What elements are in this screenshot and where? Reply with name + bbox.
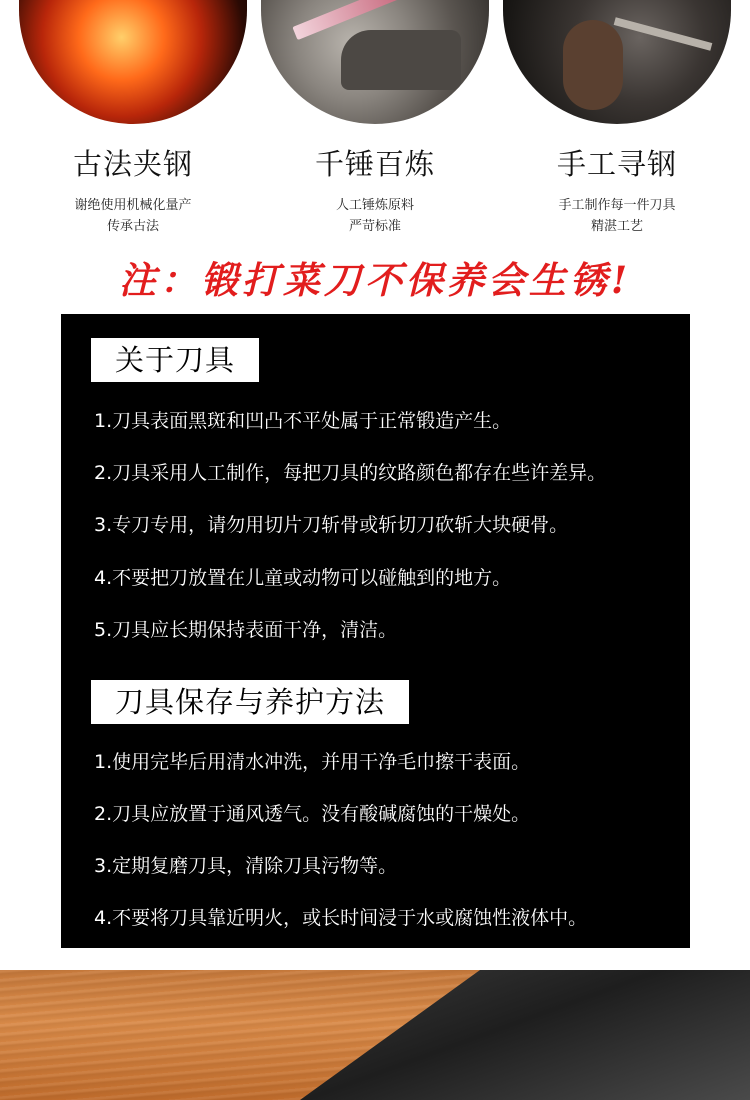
steel-bar-shape [614, 17, 713, 51]
feature-title: 千锤百炼 [314, 147, 435, 181]
feature-desc-line: 人工锤炼原料 [335, 198, 414, 213]
feature-hammering [250, 0, 500, 237]
about-item: 1.刀具表面黑斑和凹凸不平处属于正常锻造产生。 [94, 410, 512, 432]
about-item: 2.刀具采用人工制作，每把刀具的纹路颜色都存在些许差异。 [94, 462, 607, 484]
feature-desc [8, 195, 258, 237]
feature-ancient-method [8, 0, 258, 237]
feature-desc [492, 195, 742, 237]
care-item: 2.刀具应放置于通风透气。没有酸碱腐蚀的干燥处。 [94, 803, 531, 825]
about-item: 3.专刀专用，请勿用切片刀斩骨或斩切刀砍斩大块硬骨。 [94, 514, 569, 536]
feature-desc-line: 严苛标准 [348, 219, 401, 234]
knife-on-wood-photo [0, 970, 750, 1100]
feature-desc-line: 手工制作每一件刀具 [558, 198, 676, 213]
smith-arm-shape [563, 20, 623, 110]
feature-desc-line: 谢绝使用机械化量产 [74, 198, 192, 213]
feature-desc-line: 传承古法 [106, 219, 159, 234]
feature-handmade [492, 0, 742, 237]
care-item: 1.使用完毕后用清水冲洗，并用干净毛巾擦干表面。 [94, 751, 531, 773]
about-item: 5.刀具应长期保持表面干净，清洁。 [94, 619, 398, 641]
care-info-panel [61, 314, 690, 948]
forging-fire-photo [19, 0, 247, 124]
feature-title: 古法夹钢 [72, 147, 193, 181]
anvil-shape [341, 30, 461, 90]
about-item: 4.不要把刀放置在儿童或动物可以碰触到的地方。 [94, 567, 512, 589]
anvil-photo [261, 0, 489, 124]
feature-desc-line: 精湛工艺 [590, 219, 643, 234]
section-title-about-knife: 关于刀具 [91, 338, 259, 382]
care-item: 3.定期复磨刀具，清除刀具污物等。 [94, 855, 398, 877]
rust-warning-notice: 注：锻打菜刀不保养会生锈! [118, 258, 632, 302]
feature-title: 手工寻钢 [556, 147, 677, 181]
section-title-care-method: 刀具保存与养护方法 [91, 680, 409, 724]
care-item: 4.不要将刀具靠近明火，或长时间浸于水或腐蚀性液体中。 [94, 907, 588, 929]
smith-photo [503, 0, 731, 124]
feature-desc [250, 195, 500, 237]
